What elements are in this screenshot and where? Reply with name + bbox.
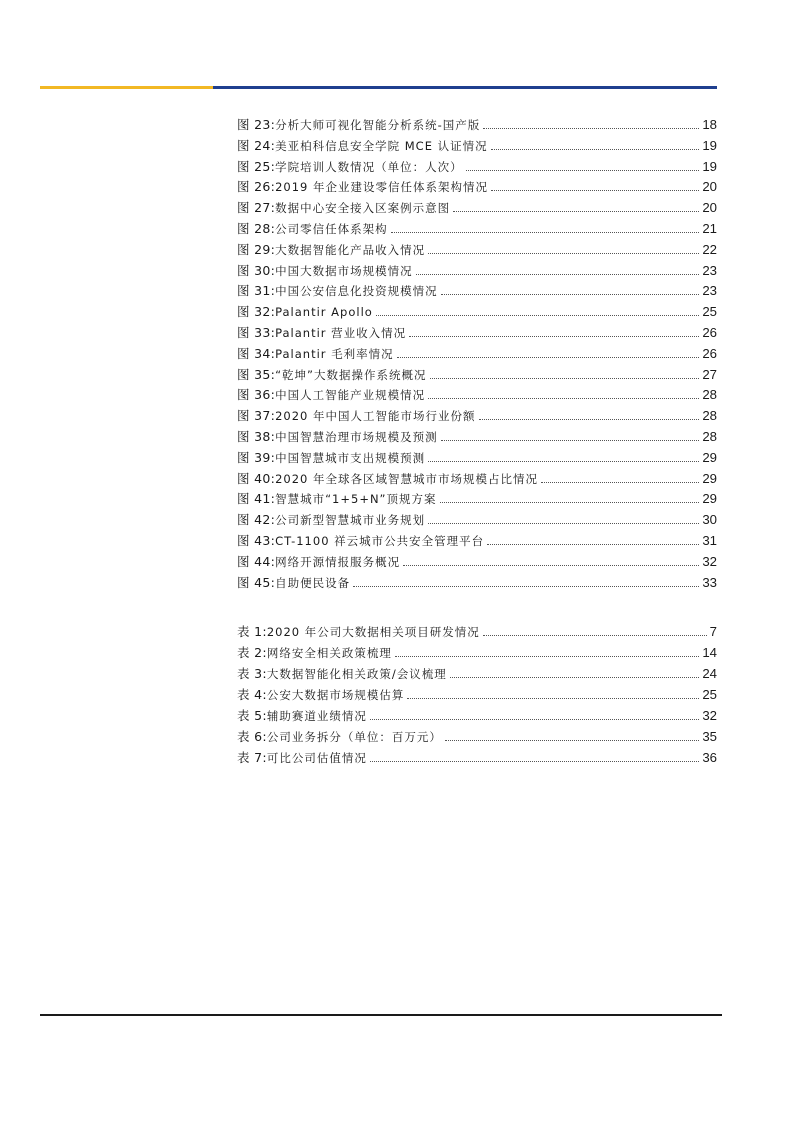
- toc-entry-title: CT-1100 祥云城市公共安全管理平台: [275, 533, 485, 548]
- toc-entry-label: 图 32:: [237, 304, 276, 320]
- figure-toc-entry[interactable]: [237, 365, 717, 386]
- dot-leader: [483, 128, 699, 129]
- toc-entry-page-number: 33: [702, 574, 717, 590]
- footer-rule: [40, 1014, 722, 1016]
- header-rule: [40, 86, 717, 89]
- toc-entry-title: 数据中心安全接入区案例示意图: [275, 201, 451, 216]
- toc-entry-title: 2020 年中国人工智能市场行业份额: [275, 409, 476, 424]
- dot-leader: [428, 398, 699, 399]
- toc-entry-label: 图 34:: [237, 345, 276, 361]
- toc-entry-label: 图 33:: [237, 324, 276, 340]
- toc-entry-page-number: 25: [702, 687, 717, 702]
- toc-entry-page-number: 19: [702, 137, 717, 153]
- toc-entry-label: 图 35:: [237, 366, 276, 382]
- table-toc-entry[interactable]: [237, 642, 717, 663]
- toc-entry-page-number: 21: [702, 220, 717, 236]
- toc-entry-title: 大数据智能化相关政策/会议梳理: [266, 667, 447, 681]
- toc-entry-label: 表 1:: [237, 624, 267, 639]
- toc-entry-page-number: 31: [702, 532, 717, 548]
- toc-entry-page-number: 22: [702, 241, 717, 257]
- header-rule-navy-segment: [213, 86, 717, 89]
- figure-toc-entry[interactable]: [237, 177, 717, 198]
- figure-toc-entry[interactable]: [237, 198, 717, 219]
- table-toc-entry[interactable]: [237, 621, 717, 642]
- figures-index: [237, 115, 717, 593]
- toc-entry-title: “乾坤”大数据操作系统概况: [275, 367, 427, 382]
- toc-entry-label: 图 38:: [237, 428, 276, 444]
- table-toc-entry[interactable]: [237, 726, 717, 747]
- dot-leader: [407, 698, 699, 699]
- toc-entry-label: 图 43:: [237, 532, 276, 548]
- dot-leader: [453, 211, 699, 212]
- toc-entry-label: 图 25:: [237, 158, 276, 174]
- toc-entry-label: 图 26:: [237, 179, 276, 195]
- table-toc-entry[interactable]: [237, 705, 717, 726]
- table-toc-entry[interactable]: [237, 684, 717, 705]
- toc-entry-label: 图 39:: [237, 449, 276, 465]
- toc-entry-title: Palantir Apollo: [275, 305, 373, 320]
- toc-entry-label: 图 37:: [237, 408, 276, 424]
- toc-entry-title: 中国人工智能产业规模情况: [275, 388, 426, 403]
- dot-leader: [370, 761, 699, 762]
- toc-entry-title: 美亚柏科信息安全学院 MCE 认证情况: [275, 138, 488, 153]
- toc-entry-label: 图 23:: [237, 117, 276, 132]
- toc-entry-page-number: 32: [702, 708, 717, 723]
- toc-entry-label: 表 7:: [237, 750, 267, 765]
- dot-leader: [541, 482, 699, 483]
- figure-toc-entry[interactable]: [237, 323, 717, 344]
- figure-toc-entry[interactable]: [237, 406, 717, 427]
- toc-entry-page-number: 29: [702, 470, 717, 486]
- toc-entry-label: 表 2:: [237, 645, 267, 660]
- toc-entry-page-number: 30: [702, 512, 717, 528]
- dot-leader: [376, 315, 700, 316]
- figure-toc-entry[interactable]: [237, 469, 717, 490]
- toc-entry-title: 网络安全相关政策梳理: [266, 646, 392, 660]
- dot-leader: [370, 719, 699, 720]
- dot-leader: [397, 357, 700, 358]
- dot-leader: [491, 149, 700, 150]
- toc-entry-label: 表 4:: [237, 687, 267, 702]
- toc-entry-page-number: 29: [702, 491, 717, 507]
- toc-entry-page-number: 7: [709, 624, 717, 639]
- toc-entry-title: 中国智慧治理市场规模及预测: [275, 429, 438, 444]
- dot-leader: [441, 294, 700, 295]
- toc-entry-title: 中国公安信息化投资规模情况: [275, 284, 438, 299]
- toc-entry-label: 图 29:: [237, 241, 276, 257]
- figure-toc-entry[interactable]: [237, 281, 717, 302]
- toc-entry-title: 中国大数据市场规模情况: [275, 263, 413, 278]
- toc-entry-label: 图 36:: [237, 387, 276, 403]
- dot-leader: [491, 190, 699, 191]
- toc-entry-page-number: 32: [702, 553, 717, 569]
- figure-toc-entry[interactable]: [237, 531, 717, 552]
- dot-leader: [395, 656, 699, 657]
- toc-entry-title: 分析大师可视化智能分析系统-国产版: [275, 118, 481, 132]
- toc-entry-page-number: 29: [702, 449, 717, 465]
- figure-toc-entry[interactable]: [237, 573, 717, 594]
- toc-entry-label: 图 41:: [237, 491, 276, 507]
- dot-leader: [403, 565, 699, 566]
- dot-leader: [428, 523, 699, 524]
- figure-toc-entry[interactable]: [237, 261, 717, 282]
- figure-toc-entry[interactable]: [237, 510, 717, 531]
- toc-entry-page-number: 23: [702, 262, 717, 278]
- tables-index: [237, 621, 717, 768]
- toc-entry-label: 图 31:: [237, 283, 276, 299]
- toc-entry-label: 图 30:: [237, 262, 276, 278]
- toc-entry-page-number: 26: [702, 345, 717, 361]
- dot-leader: [441, 440, 700, 441]
- toc-entry-page-number: 28: [702, 428, 717, 444]
- toc-entry-page-number: 35: [702, 729, 717, 744]
- dot-leader: [487, 544, 699, 545]
- header-rule-gold-segment: [40, 86, 213, 89]
- toc-entry-label: 表 3:: [237, 666, 267, 681]
- toc-entry-title: Palantir 营业收入情况: [275, 325, 407, 340]
- toc-entry-page-number: 28: [702, 387, 717, 403]
- dot-leader: [466, 170, 700, 171]
- toc-entry-page-number: 26: [702, 324, 717, 340]
- figure-toc-entry[interactable]: [237, 157, 717, 178]
- figure-toc-entry[interactable]: [237, 427, 717, 448]
- table-toc-entry[interactable]: [237, 747, 717, 768]
- toc-entry-label: 图 24:: [237, 137, 276, 153]
- toc-entry-title: Palantir 毛利率情况: [275, 346, 394, 361]
- toc-entry-title: 智慧城市“1+5+N”顶规方案: [275, 492, 437, 507]
- dot-leader: [445, 740, 699, 741]
- toc-entry-label: 图 44:: [237, 553, 276, 569]
- toc-entry-page-number: 18: [702, 117, 717, 132]
- toc-entry-page-number: 25: [702, 304, 717, 320]
- toc-entry-title: 2020 年全球各区域智慧城市市场规模占比情况: [275, 471, 539, 486]
- dot-leader: [353, 586, 699, 587]
- figure-toc-entry[interactable]: [237, 115, 717, 136]
- dot-leader: [409, 336, 699, 337]
- figure-toc-entry[interactable]: [237, 344, 717, 365]
- toc-entry-title: 自助便民设备: [275, 575, 351, 590]
- toc-entry-title: 公安大数据市场规模估算: [266, 688, 405, 702]
- toc-entry-page-number: 20: [702, 179, 717, 195]
- toc-entry-title: 中国智慧城市支出规模预测: [275, 450, 426, 465]
- toc-entry-label: 表 5:: [237, 708, 267, 723]
- figure-toc-entry[interactable]: [237, 136, 717, 157]
- toc-entry-label: 图 45:: [237, 574, 276, 590]
- toc-entry-page-number: 20: [702, 200, 717, 216]
- figure-toc-entry[interactable]: [237, 489, 717, 510]
- toc-entry-page-number: 19: [702, 158, 717, 174]
- toc-entry-page-number: 27: [702, 366, 717, 382]
- toc-entry-label: 图 40:: [237, 470, 276, 486]
- toc-entry-title: 2020 年公司大数据相关项目研发情况: [266, 625, 480, 639]
- toc-entry-page-number: 24: [702, 666, 717, 681]
- dot-leader: [440, 502, 700, 503]
- figure-toc-entry[interactable]: [237, 240, 717, 261]
- dot-leader: [450, 677, 700, 678]
- toc-entry-title: 大数据智能化产品收入情况: [275, 242, 426, 257]
- toc-entry-title: 公司业务拆分（单位：百万元）: [266, 730, 442, 744]
- dot-leader: [416, 274, 700, 275]
- figure-toc-entry[interactable]: [237, 385, 717, 406]
- dot-leader: [483, 635, 707, 636]
- toc-entry-label: 图 27:: [237, 200, 276, 216]
- toc-entry-title: 可比公司估值情况: [266, 751, 367, 765]
- toc-entry-page-number: 14: [702, 645, 717, 660]
- figure-toc-entry[interactable]: [237, 302, 717, 323]
- toc-entry-title: 2019 年企业建设零信任体系架构情况: [275, 180, 489, 195]
- figure-toc-entry[interactable]: [237, 219, 717, 240]
- toc-entry-title: 学院培训人数情况（单位：人次）: [275, 159, 463, 174]
- dot-leader: [428, 461, 699, 462]
- toc-entry-page-number: 36: [702, 750, 717, 765]
- dot-leader: [428, 253, 699, 254]
- toc-entry-label: 图 28:: [237, 220, 276, 236]
- toc-entry-label: 表 6:: [237, 729, 267, 744]
- toc-entry-title: 公司零信任体系架构: [275, 221, 388, 236]
- table-toc-entry[interactable]: [237, 663, 717, 684]
- toc-entry-title: 网络开源情报服务概况: [275, 554, 401, 569]
- dot-leader: [430, 378, 700, 379]
- toc-entry-page-number: 23: [702, 283, 717, 299]
- figure-toc-entry[interactable]: [237, 552, 717, 573]
- dot-leader: [479, 419, 700, 420]
- toc-entry-page-number: 28: [702, 408, 717, 424]
- toc-entry-title: 公司新型智慧城市业务规划: [275, 513, 426, 528]
- figure-toc-entry[interactable]: [237, 448, 717, 469]
- toc-entry-title: 辅助赛道业绩情况: [266, 709, 367, 723]
- toc-entry-label: 图 42:: [237, 512, 276, 528]
- dot-leader: [391, 232, 700, 233]
